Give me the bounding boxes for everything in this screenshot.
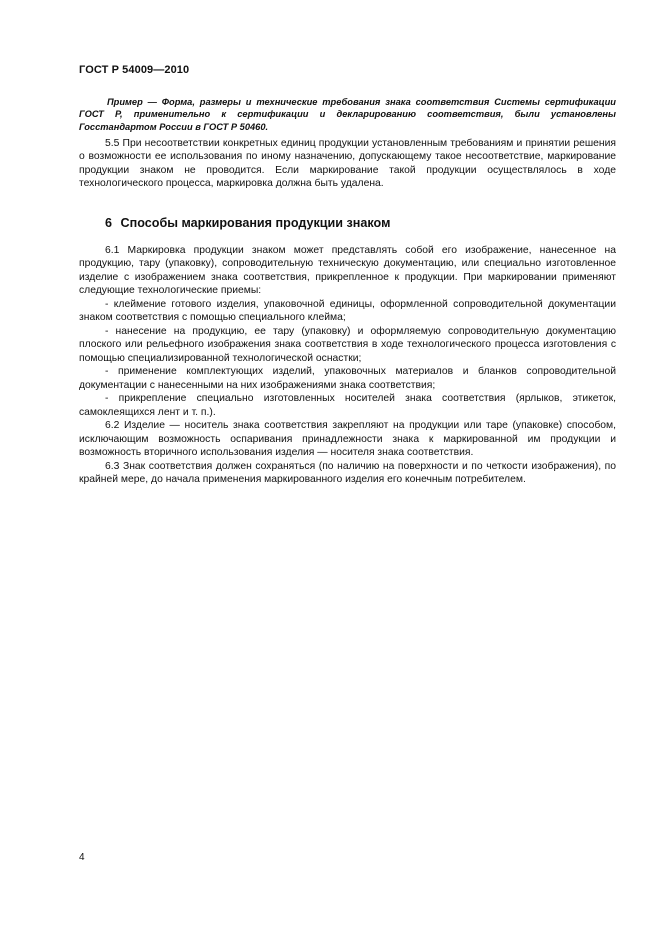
section-6-title: Способы маркирования продукции знаком <box>120 215 391 230</box>
example-note: Пример — Форма, размеры и технические требования знака соответствия Системы сертификации ГОСТ Р, применительно к сертификации и декларированию соответствия, были установлены Госстандартом России в ГОСТ Р 50460. <box>79 97 616 132</box>
document-header: ГОСТ Р 54009—2010 <box>79 64 190 76</box>
list-item-attaching-carriers: - прикрепление специально изготовленных носителей знака соответствия (ярлыков, этикеток, самоклеящихся лент и т. п.). <box>79 393 616 418</box>
list-item-applying-image: - нанесение на продукцию, ее тару (упаковку) и оформляемую сопроводительную документацию плоского или рельефного изображения знака соответствия в ходе технологического процесса изготовления с помощью специализированной технологической оснастки; <box>79 325 616 364</box>
page-number: 4 <box>79 852 85 863</box>
paragraph-6-3: 6.3 Знак соответствия должен сохраняться (по наличию на поверхности и по четкости изображения), по крайней мере, до начала применения маркированного изделия его конечным потребителем. <box>79 460 616 486</box>
paragraph-5-5: 5.5 При несоответствии конкретных единиц продукции установленным требованиям и принятии решения о возможности ее использования по иному назначению, допускающему такое несоответствие, маркирование продукции знаком не проводится. Если маркирование такой продукции осуществлялось в ходе технологического процесса, маркировка должна быть удалена. <box>79 137 616 190</box>
paragraph-6-2: 6.2 Изделие — носитель знака соответствия закрепляют на продукции или таре (упаковке) способом, исключающим возможность оспаривания принадлежности знака к маркированной им продукции и возможность вторичного использования изделия — носителя знака соответствия. <box>79 420 616 459</box>
paragraph-6-1: 6.1 Маркировка продукции знаком может представлять собой его изображение, нанесенное на продукцию, тару (упаковку), сопроводительную техническую документацию, или специально изготовленное изделие с изображением знака соответствия, прикрепленное к продукции. При маркировании применяют следующие технологические приемы: <box>79 244 616 297</box>
list-item-branding: - клеймение готового изделия, упаковочной единицы, оформленной сопроводительной документации знаком соответствия с помощью специального клейма; <box>79 298 616 324</box>
document-body <box>79 96 616 487</box>
list-item-components: - применение комплектующих изделий, упаковочных материалов и бланков сопроводительной документации с нанесенными на них изображениями знака соответствия; <box>79 366 616 391</box>
section-6-heading <box>105 216 616 230</box>
section-6-number: 6 <box>105 215 113 230</box>
